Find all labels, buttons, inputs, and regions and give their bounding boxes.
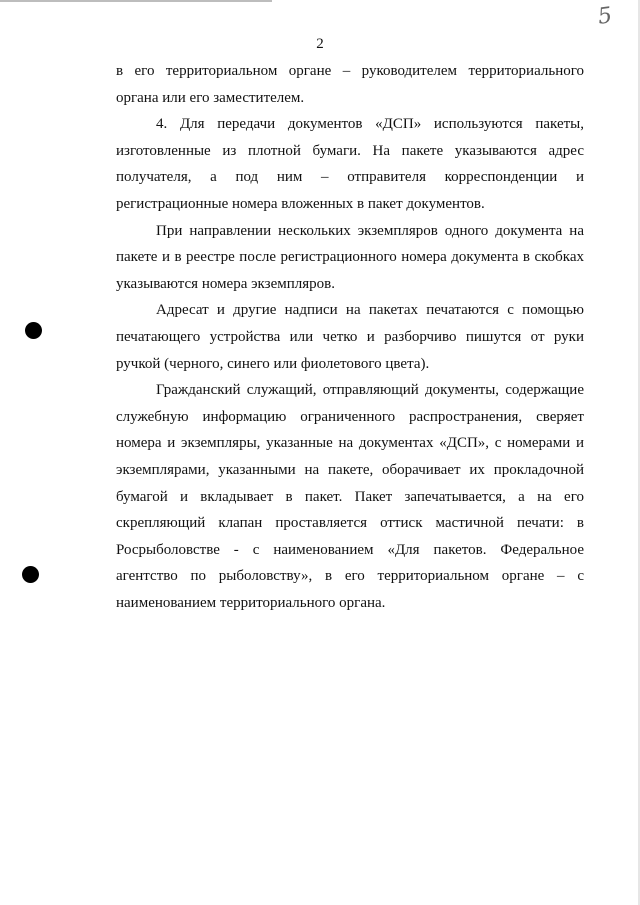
paragraph-address-printing: Адресат и другие надписи на пакетах печатаются с помощью печатающего устройства или четко и разборчиво пишутся от руки ручкой (черного, синего или фиолетового цвета). [116,302,584,372]
binder-hole-mark [25,322,42,339]
paragraph-sealing-procedure: Гражданский служащий, отправляющий документы, содержащие служебную информацию ограниченного распространения, сверяет номера и экземпляры, указанные на документах «ДСП», с номерами и экземплярами, указанными на пакете, оборачивает их прокладочной бумагой и вкладывает в пакет. Пакет запечатывается, а на его скрепляющий клапан проставляется оттиск мастичной печати: в Росрыболовстве - с наименованием «Для пакетов. Федеральное агентство по рыболовству», в его территориальном органе – с наименованием территориального органа. [116,382,584,611]
paragraph-item-4: 4. Для передачи документов «ДСП» используются пакеты, изготовленные из плотной бумаги. На пакете указываются адрес получателя, а под ним – отправителя корреспонденции и регистрационные номера вложенных в пакет документов. [116,116,584,212]
scan-edge-line [0,0,272,2]
document-body [116,58,584,616]
handwritten-sheet-number: 5 [596,3,614,30]
paragraph-continuation: в его территориальном органе – руководителем территориального органа или его заместителем. [116,63,584,106]
paragraph-multiple-copies: При направлении нескольких экземпляров одного документа на пакете и в реестре после регистрационного номера документа в скобках указываются номера экземпляров. [116,222,584,292]
binder-hole-mark [22,566,39,583]
page-number: 2 [316,36,324,52]
